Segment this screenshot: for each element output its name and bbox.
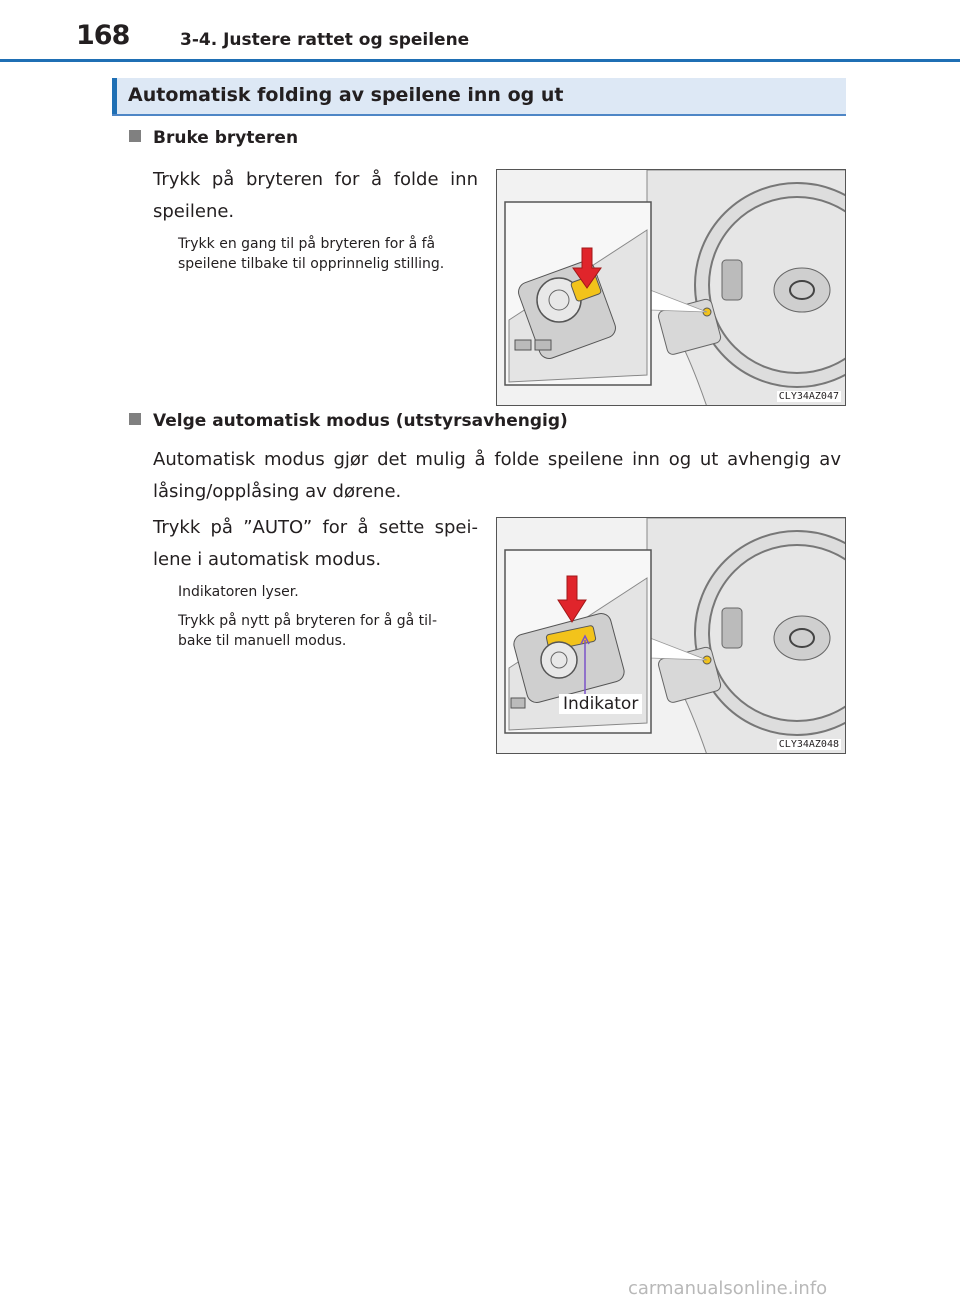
subsection-heading-2-text: Velge automatisk modus (utstyrsavhengig) bbox=[153, 411, 568, 431]
watermark: carmanualsonline.info bbox=[628, 1278, 828, 1299]
instruction-2-line-1: Automatisk modus gjør det mulig å folde speilene inn og ut avhengig av bbox=[153, 449, 841, 470]
header-rule bbox=[0, 59, 960, 62]
figure-code-2: CLY34AZ048 bbox=[778, 739, 839, 750]
note-3-line-1: Trykk på nytt på bryteren for å gå til- bbox=[178, 613, 437, 629]
page-number: 168 bbox=[76, 20, 130, 51]
instruction-1-line-2: speilene. bbox=[153, 201, 235, 222]
note-1-line-2: speilene tilbake til opprinnelig stilling. bbox=[178, 256, 445, 272]
bullet-square-icon bbox=[129, 413, 141, 425]
bullet-square-icon bbox=[129, 130, 141, 142]
switch-illustration-1 bbox=[497, 170, 846, 406]
subsection-heading-2 bbox=[129, 411, 568, 431]
switch-illustration-2 bbox=[497, 518, 846, 754]
figure-mirror-switch-1 bbox=[496, 169, 846, 406]
section-heading-bar bbox=[112, 78, 846, 116]
subsection-heading-1-text: Bruke bryteren bbox=[153, 128, 299, 148]
section-title: Automatisk folding av speilene inn og ut bbox=[128, 84, 564, 106]
instruction-2-line-3: Trykk på ”AUTO” for å sette spei- bbox=[153, 517, 478, 538]
figure-mirror-switch-2 bbox=[496, 517, 846, 754]
note-1-line-1: Trykk en gang til på bryteren for å få bbox=[178, 236, 436, 252]
subsection-heading-1 bbox=[129, 128, 298, 148]
indicator-callout-label: Indikator bbox=[559, 694, 642, 714]
note-2-line-1: Indikatoren lyser. bbox=[178, 584, 299, 600]
section-accent-stripe bbox=[112, 78, 117, 114]
figure-code-1: CLY34AZ047 bbox=[778, 391, 839, 402]
note-3-line-2: bake til manuell modus. bbox=[178, 633, 347, 649]
instruction-1-line-1: Trykk på bryteren for å folde inn bbox=[153, 169, 478, 190]
instruction-2-line-4: lene i automatisk modus. bbox=[153, 549, 382, 570]
chapter-title: 3-4. Justere rattet og speilene bbox=[180, 30, 470, 50]
instruction-2-line-2: låsing/opplåsing av dørene. bbox=[153, 481, 402, 502]
